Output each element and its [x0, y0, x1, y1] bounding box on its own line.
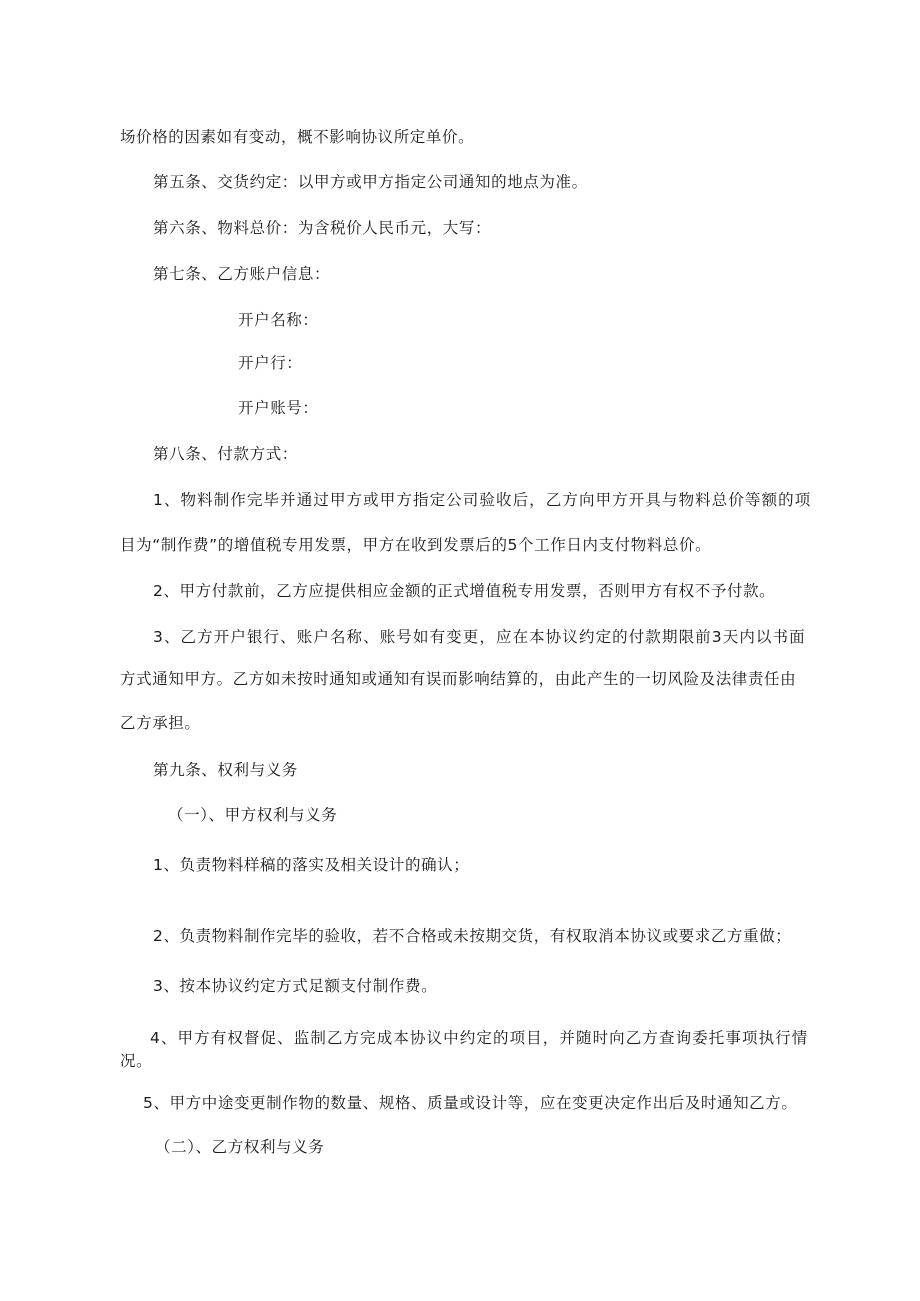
article-8-payment-method: 第八条、付款方式：	[153, 445, 298, 463]
payment-clause-3-line-1: 3、乙方开户银行、账户名称、账号如有变更，应在本协议约定的付款期限前3天内以书面	[153, 628, 806, 646]
account-number-label: 开户账号：	[238, 399, 319, 417]
party-a-item-4-line-1: 4、甲方有权督促、监制乙方完成本协议中约定的项目，并随时向乙方查询委托事项执行情	[150, 1029, 809, 1047]
article-5-delivery: 第五条、交货约定：以甲方或甲方指定公司通知的地点为准。	[153, 173, 588, 191]
article-7-account-info: 第七条、乙方账户信息：	[153, 265, 331, 283]
paragraph-line: 场价格的因素如有变动，概不影响协议所定单价。	[120, 128, 475, 146]
payment-clause-3-line-3: 乙方承担。	[120, 714, 201, 732]
party-b-section-heading: （二）、乙方权利与义务	[155, 1138, 325, 1156]
payment-clause-3-line-2: 方式通知甲方。乙方如未按时通知或通知有误而影响结算的，由此产生的一切风险及法律责任由	[120, 670, 797, 688]
payment-clause-1-line-2: 目为“制作费”的增值税专用发票，甲方在收到发票后的5个工作日内支付物料总价。	[120, 536, 712, 554]
party-a-item-3: 3、按本协议约定方式足额支付制作费。	[153, 977, 438, 995]
party-a-item-5: 5、甲方中途变更制作物的数量、规格、质量或设计等，应在变更决定作出后及时通知乙方。	[143, 1094, 798, 1112]
article-6-total-price: 第六条、物料总价：为含税价人民币元，大写：	[153, 219, 492, 237]
payment-clause-2: 2、甲方付款前，乙方应提供相应金额的正式增值税专用发票，否则甲方有权不予付款。	[153, 582, 776, 600]
party-a-section-heading: （一）、甲方权利与义务	[168, 806, 338, 824]
payment-clause-1-line-1: 1、物料制作完毕并通过甲方或甲方指定公司验收后，乙方向甲方开具与物料总价等额的项	[153, 491, 812, 509]
party-a-item-2: 2、负责物料制作完毕的验收，若不合格或未按期交货，有权取消本协议或要求乙方重做；	[153, 927, 792, 945]
party-a-item-4-line-2: 况。	[120, 1052, 153, 1070]
article-9-rights-obligations: 第九条、权利与义务	[153, 761, 298, 779]
bank-label: 开户行：	[238, 354, 303, 372]
account-name-label: 开户名称：	[238, 311, 319, 329]
party-a-item-1: 1、负责物料样稿的落实及相关设计的确认；	[153, 856, 470, 874]
